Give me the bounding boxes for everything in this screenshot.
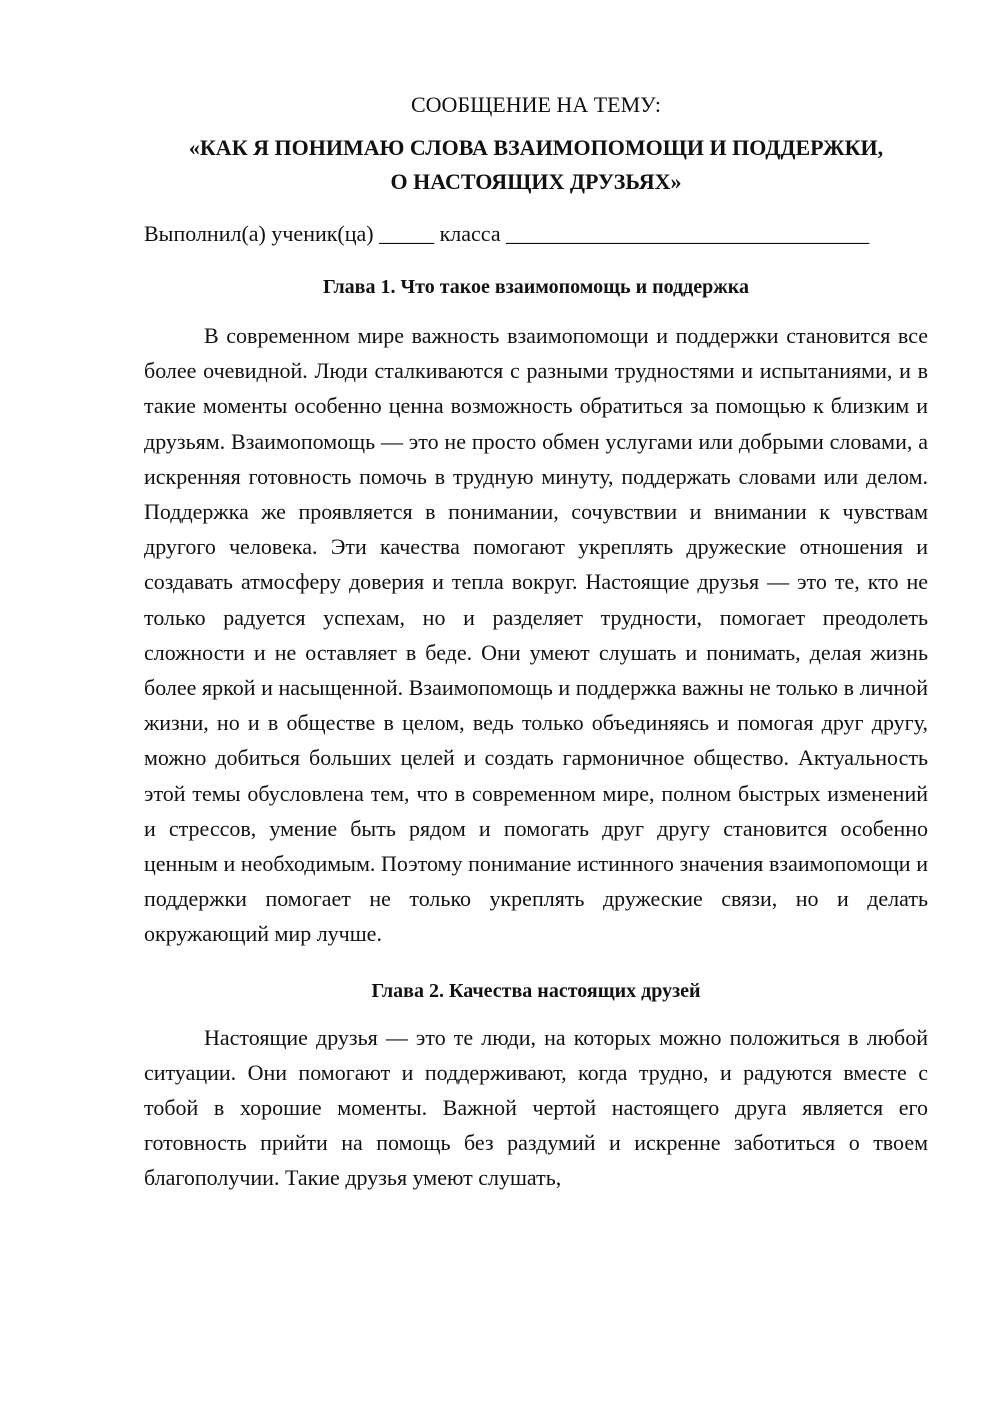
chapter-1-paragraph: В современном мире важность взаимопомощи и поддержки становится все более очевидной. Люди сталкиваются с разными трудностями и испытаниями, и в такие моменты особенно ценна возможность обратиться за помощью к близким и друзьям. Взаимопомощь — это не просто обмен услугами или добрыми словами, а искренняя готовность помочь в трудную минуту, поддержать словами или делом. Поддержка же проявляется в понимании, сочувствии и внимании к чувствам другого человека. Эти качества помогают укреплять дружеские отношения и создавать атмосферу доверия и тепла вокруг. Настоящие друзья — это те, кто не только радуется успехам, но и разделяет трудности, помогает преодолеть сложности и не оставляет в беде. Они умеют слушать и понимать, делая жизнь более яркой и насыщенной. Взаимопомощь и поддержка важны не только в личной жизни, но и в обществе в целом, ведь только объединяясь и помогая друг другу, можно добиться больших целей и создать гармоничное общество. Актуальность этой темы обусловлена тем, что в современном мире, полном быстрых изменений и стрессов, умение быть рядом и помогать друг другу становится особенно ценным и необходимым. Поэтому понимание истинного значения взаимопомощи и поддержки помогает не только укреплять дружеские связи, но и делать окружающий мир лучше. bbox=[144, 323, 928, 947]
author-line: Выполнил(а) ученик(ца) _____ класса _________________________________ bbox=[144, 221, 870, 246]
chapter-2-heading: Глава 2. Качества настоящих друзей bbox=[371, 979, 701, 1002]
chapter-1-heading: Глава 1. Что такое взаимопомощь и поддержка bbox=[322, 276, 750, 298]
document-title bbox=[144, 131, 928, 199]
document-title-line-1: «КАК Я ПОНИМАЮ СЛОВА ВЗАИМОПОМОЩИ И ПОДДЕРЖКИ, bbox=[188, 135, 884, 160]
chapter-2-paragraph: Настоящие друзья — это те люди, на которых можно положиться в любой ситуации. Они помогают и поддерживают, когда трудно, и радуются вместе с тобой в хорошие моменты. Важной чертой настоящего друга является его готовность прийти на помощь без раздумий и искренне заботиться о твоем благополучии. Такие друзья умеют слушать, bbox=[144, 1024, 928, 1191]
document-page bbox=[144, 88, 928, 1196]
document-title-line-2: О НАСТОЯЩИХ ДРУЗЬЯХ» bbox=[390, 169, 682, 194]
document-header: СООБЩЕНИЕ НА ТЕМУ: bbox=[411, 92, 661, 117]
